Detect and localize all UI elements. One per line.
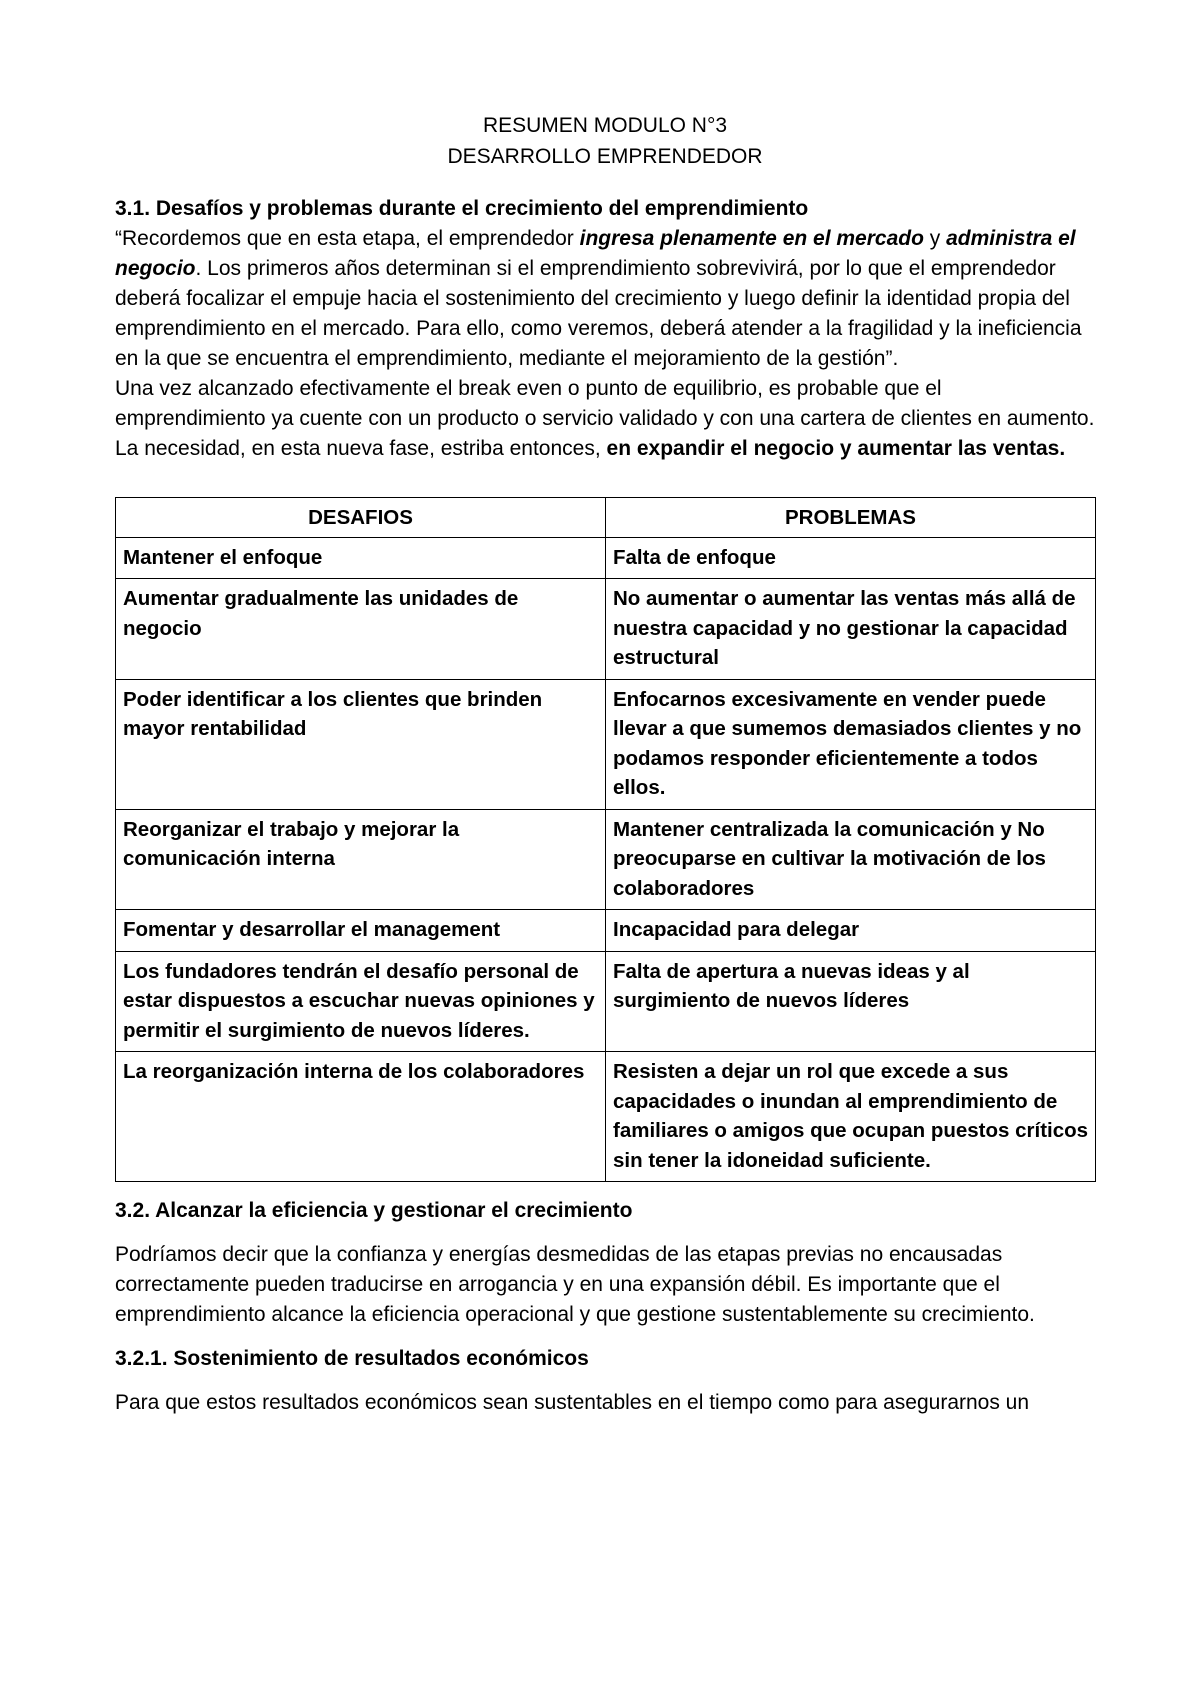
section-3-1-paragraph-2 — [115, 374, 1095, 464]
paragraph-2-text: Una vez alcanzado efectivamente el break even o punto de equilibrio, es probable que el emprendimiento ya cuente con un producto o servicio validado y con una cartera de clientes en aumento. La necesidad, en esta nueva fase, estriba entonces, — [115, 377, 1095, 460]
table-row — [116, 679, 1096, 809]
section-3-2-paragraph: Podríamos decir que la confianza y energías desmedidas de las etapas previas no encausadas correctamente pueden traducirse en arrogancia y en una expansión débil. Es importante que el emprendimiento alcance la eficiencia operacional y que gestione sustentablemente su crecimiento. — [115, 1243, 1035, 1326]
document-title — [115, 110, 1095, 172]
quote-emphasis-2: administra el negocio — [115, 227, 1076, 280]
desafio-cell: Aumentar gradualmente las unidades de negocio — [116, 579, 606, 680]
problema-cell: Mantener centralizada la comunicación y No preocuparse en cultivar la motivación de los colaboradores — [606, 809, 1096, 910]
desafio-cell: Reorganizar el trabajo y mejorar la comunicación interna — [116, 809, 606, 910]
quote-text-3: . Los primeros años determinan si el emprendimiento sobrevivirá, por lo que el emprendedor deberá focalizar el empuje hacia el sostenimiento del crecimiento y luego definir la identidad propia del emprendimiento en el mercado. Para ello, como veremos, deberá atender a la fragilidad y la ineficiencia en la que se encuentra el emprendimiento, mediante el mejoramiento de la gestión”. — [115, 257, 1082, 370]
section-3-2-heading: 3.2. Alcanzar la eficiencia y gestionar el crecimiento — [115, 1199, 633, 1222]
section-3-2-1-paragraph: Para que estos resultados económicos sean sustentables en el tiempo como para asegurarnos un — [115, 1391, 1030, 1414]
problema-cell: Falta de apertura a nuevas ideas y al surgimiento de nuevos líderes — [606, 951, 1096, 1052]
table-row — [116, 951, 1096, 1052]
table-row — [116, 910, 1096, 952]
desafio-cell: Poder identificar a los clientes que brinden mayor rentabilidad — [116, 679, 606, 809]
document-page — [115, 110, 1095, 1418]
table-header-row — [116, 498, 1096, 538]
header-desafios: DESAFIOS — [116, 498, 606, 538]
section-3-1-quote — [115, 224, 1095, 374]
desafio-cell: Fomentar y desarrollar el management — [116, 910, 606, 952]
header-problemas: PROBLEMAS — [606, 498, 1096, 538]
desafio-cell: La reorganización interna de los colaboradores — [116, 1052, 606, 1182]
table-row — [116, 1052, 1096, 1182]
section-3-2-1-heading: 3.2.1. Sostenimiento de resultados económicos — [115, 1347, 589, 1370]
section-3-1-heading: 3.1. Desafíos y problemas durante el crecimiento del emprendimiento — [115, 197, 809, 220]
table-row — [116, 537, 1096, 579]
problema-cell: Resisten a dejar un rol que excede a sus capacidades o inundan al emprendimiento de familiares o amigos que ocupan puestos críticos sin tener la idoneidad suficiente. — [606, 1052, 1096, 1182]
problema-cell: Enfocarnos excesivamente en vender puede llevar a que sumemos demasiados clientes y no podamos responder eficientemente a todos ellos. — [606, 679, 1096, 809]
problema-cell: Incapacidad para delegar — [606, 910, 1096, 952]
title-line-2: DESARROLLO EMPRENDEDOR — [447, 145, 763, 168]
paragraph-2-bold: en expandir el negocio y aumentar las ventas. — [606, 437, 1066, 460]
table-row — [116, 579, 1096, 680]
desafio-cell: Los fundadores tendrán el desafío personal de estar dispuestos a escuchar nuevas opiniones y permitir el surgimiento de nuevos líderes. — [116, 951, 606, 1052]
problema-cell: No aumentar o aumentar las ventas más allá de nuestra capacidad y no gestionar la capacidad estructural — [606, 579, 1096, 680]
quote-text-1: “Recordemos que en esta etapa, el emprendedor — [115, 227, 580, 250]
challenges-problems-table — [115, 497, 1096, 1182]
desafio-cell: Mantener el enfoque — [116, 537, 606, 579]
quote-text-2: y — [923, 227, 947, 250]
table-row — [116, 809, 1096, 910]
title-line-1: RESUMEN MODULO N°3 — [482, 114, 728, 137]
quote-emphasis-1: ingresa plenamente en el mercado — [579, 227, 924, 250]
problema-cell: Falta de enfoque — [606, 537, 1096, 579]
